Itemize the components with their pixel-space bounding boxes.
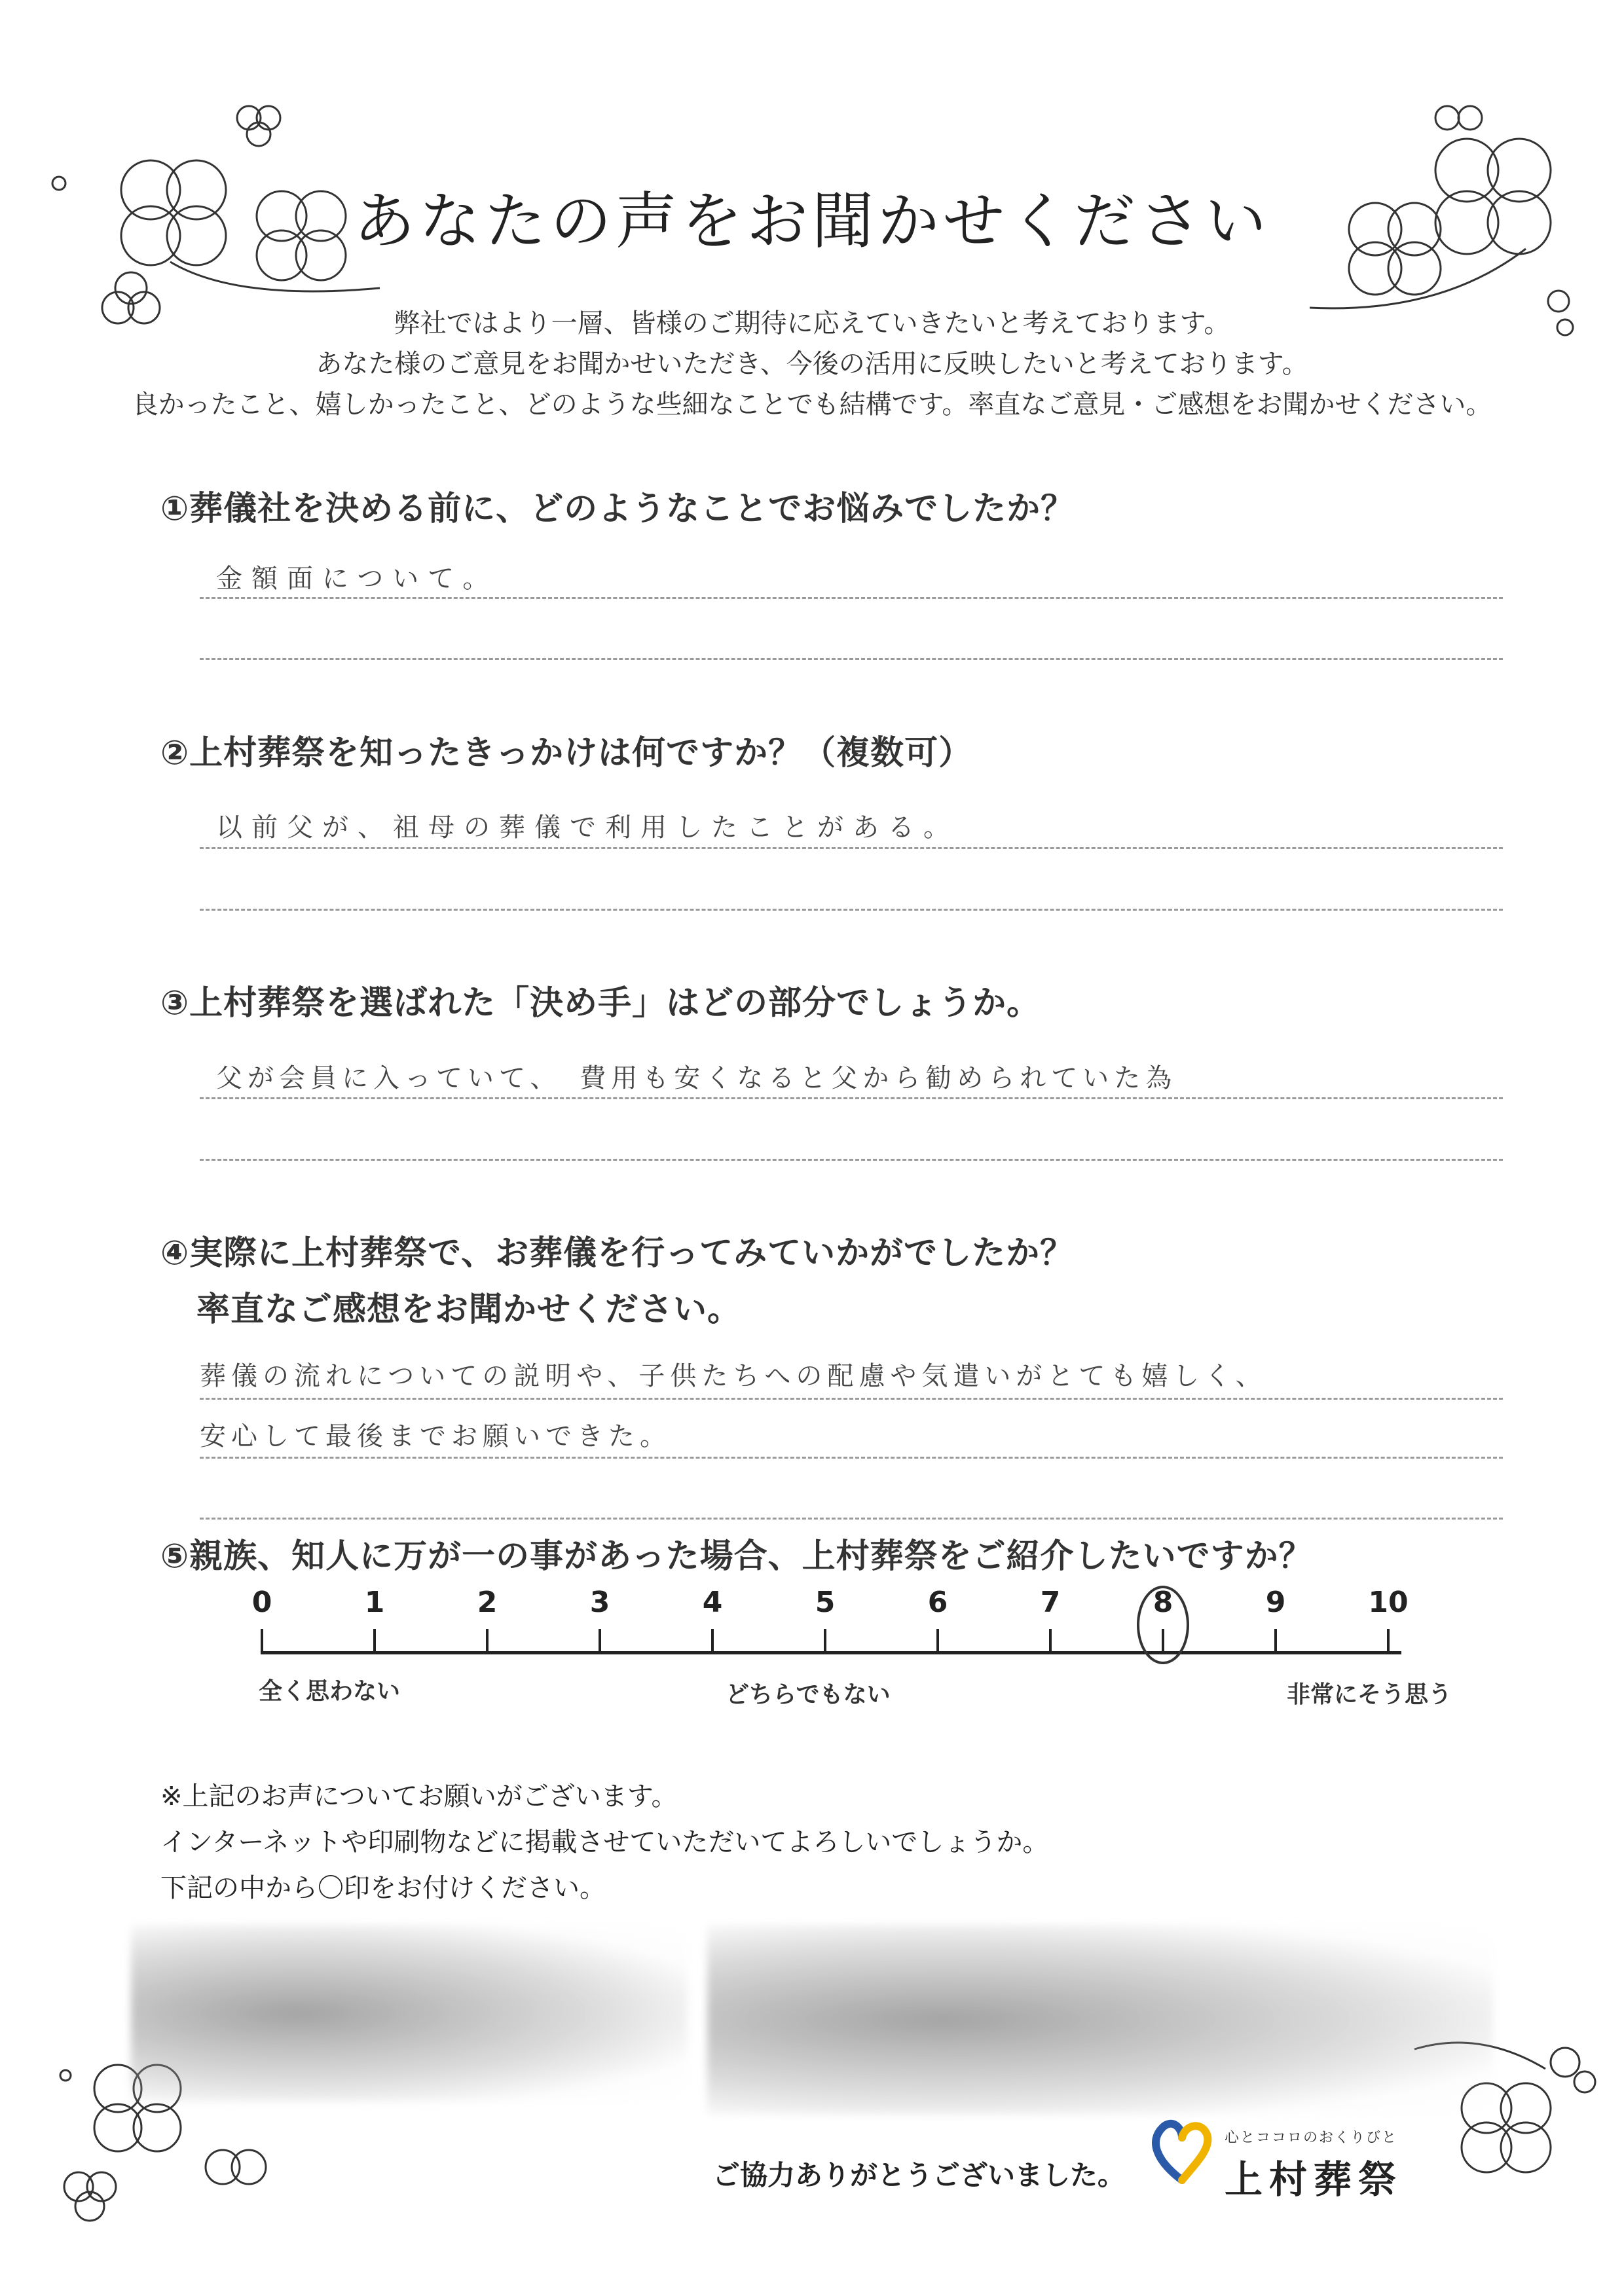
answer-rule: [200, 1097, 1503, 1099]
selected-rating-circle: [1138, 1587, 1188, 1663]
scale-tick: [1274, 1629, 1277, 1652]
scale-number-2: 2: [477, 1586, 498, 1619]
scale-number-1: 1: [364, 1586, 385, 1619]
intro-line-1: 弊社ではより一層、皆様のご期待に応えていきたいと考えております。: [394, 308, 1230, 338]
scale-number-5: 5: [815, 1586, 836, 1619]
answer-rule: [200, 658, 1503, 660]
scale-line: [261, 1651, 1401, 1654]
question-4-answer-line-1: 葬儀の流れについての説明や、子供たちへの配慮や気遣いがとても嬉しく、: [200, 1361, 1267, 1391]
answer-rule: [200, 909, 1503, 911]
answer-rule: [200, 597, 1503, 599]
answer-rule: [200, 1398, 1503, 1400]
scale-label-low: 全く思わない: [259, 1678, 401, 1705]
question-3-answer-line-1: 父が会員に入っていて、 費用も安くなると父から勧められていた為: [216, 1063, 1177, 1093]
scale-tick: [486, 1629, 489, 1652]
scale-number-6: 6: [927, 1586, 948, 1619]
brand-name: 上村葬祭: [1225, 2157, 1403, 2202]
notice-line-2: インターネットや印刷物などに掲載させていただいてよろしいでしょうか。: [160, 1827, 1049, 1857]
scale-tick: [936, 1629, 939, 1652]
scale-number-3: 3: [589, 1586, 610, 1619]
intro-line-3: 良かったこと、嬉しかったこと、どのような些細なことでも結構です。率直なご意見・ご感想をお聞かせください。: [132, 390, 1492, 420]
scale-tick: [711, 1629, 714, 1652]
redacted-area-right: [707, 1925, 1493, 2115]
scale-number-8: 8: [1153, 1586, 1173, 1619]
scale-number-4: 4: [702, 1586, 723, 1619]
brand-tagline: 心とココロのおくりびと: [1225, 2130, 1398, 2146]
question-4-label-line-2: 率直なご感想をお聞かせください。: [196, 1290, 742, 1329]
notice-line-3: 下記の中から〇印をお付けください。: [160, 1873, 606, 1903]
answer-rule: [200, 1159, 1503, 1161]
scale-tick: [261, 1629, 263, 1652]
scale-tick: [824, 1629, 826, 1652]
page-title: あなたの声をお聞かせください: [353, 186, 1270, 257]
question-2-answer-line-1: 以前父が、祖母の葬儀で利用したことがある。: [216, 812, 959, 843]
question-2-label: ②上村葬祭を知ったきっかけは何ですか？（複数可）: [160, 734, 973, 773]
scale-number-10: 10: [1368, 1586, 1409, 1619]
thanks-message: ご協力ありがとうございました。: [712, 2159, 1126, 2191]
scale-number-7: 7: [1040, 1586, 1061, 1619]
scale-label-mid: どちらでもない: [726, 1681, 891, 1708]
scale-label-high: 非常にそう思う: [1287, 1681, 1452, 1708]
intro-line-2: あなた様のご意見をお聞かせいただき、今後の活用に反映したいと考えております。: [316, 349, 1308, 379]
scale-tick: [1387, 1629, 1390, 1652]
answer-rule: [200, 1518, 1503, 1520]
scale-tick: [373, 1629, 376, 1652]
answer-rule: [200, 1457, 1503, 1459]
question-5-label: ⑤親族、知人に万が一の事があった場合、上村葬祭をご紹介したいですか？: [160, 1537, 1313, 1576]
question-4-answer-line-2: 安心して最後までお願いできた。: [200, 1421, 671, 1451]
scale-number-0: 0: [251, 1586, 272, 1619]
notice-line-1: ※上記のお声についてお願いがございます。: [160, 1781, 678, 1812]
scale-tick: [599, 1629, 601, 1652]
question-1-label: ①葬儀社を決める前に、どのようなことでお悩みでしたか？: [160, 490, 1075, 528]
answer-rule: [200, 847, 1503, 849]
question-3-label: ③上村葬祭を選ばれた「決め手」はどの部分でしょうか。: [160, 984, 1041, 1023]
redacted-area-left: [131, 1925, 688, 2102]
question-1-answer-line-1: 金額面について。: [216, 564, 498, 594]
question-4-label: ④実際に上村葬祭で、お葬儀を行ってみていかがでしたか？: [160, 1234, 1075, 1273]
scale-tick: [1162, 1629, 1164, 1652]
scale-number-9: 9: [1265, 1586, 1286, 1619]
scale-tick: [1049, 1629, 1052, 1652]
brand-logo-icon: [1149, 2115, 1215, 2187]
